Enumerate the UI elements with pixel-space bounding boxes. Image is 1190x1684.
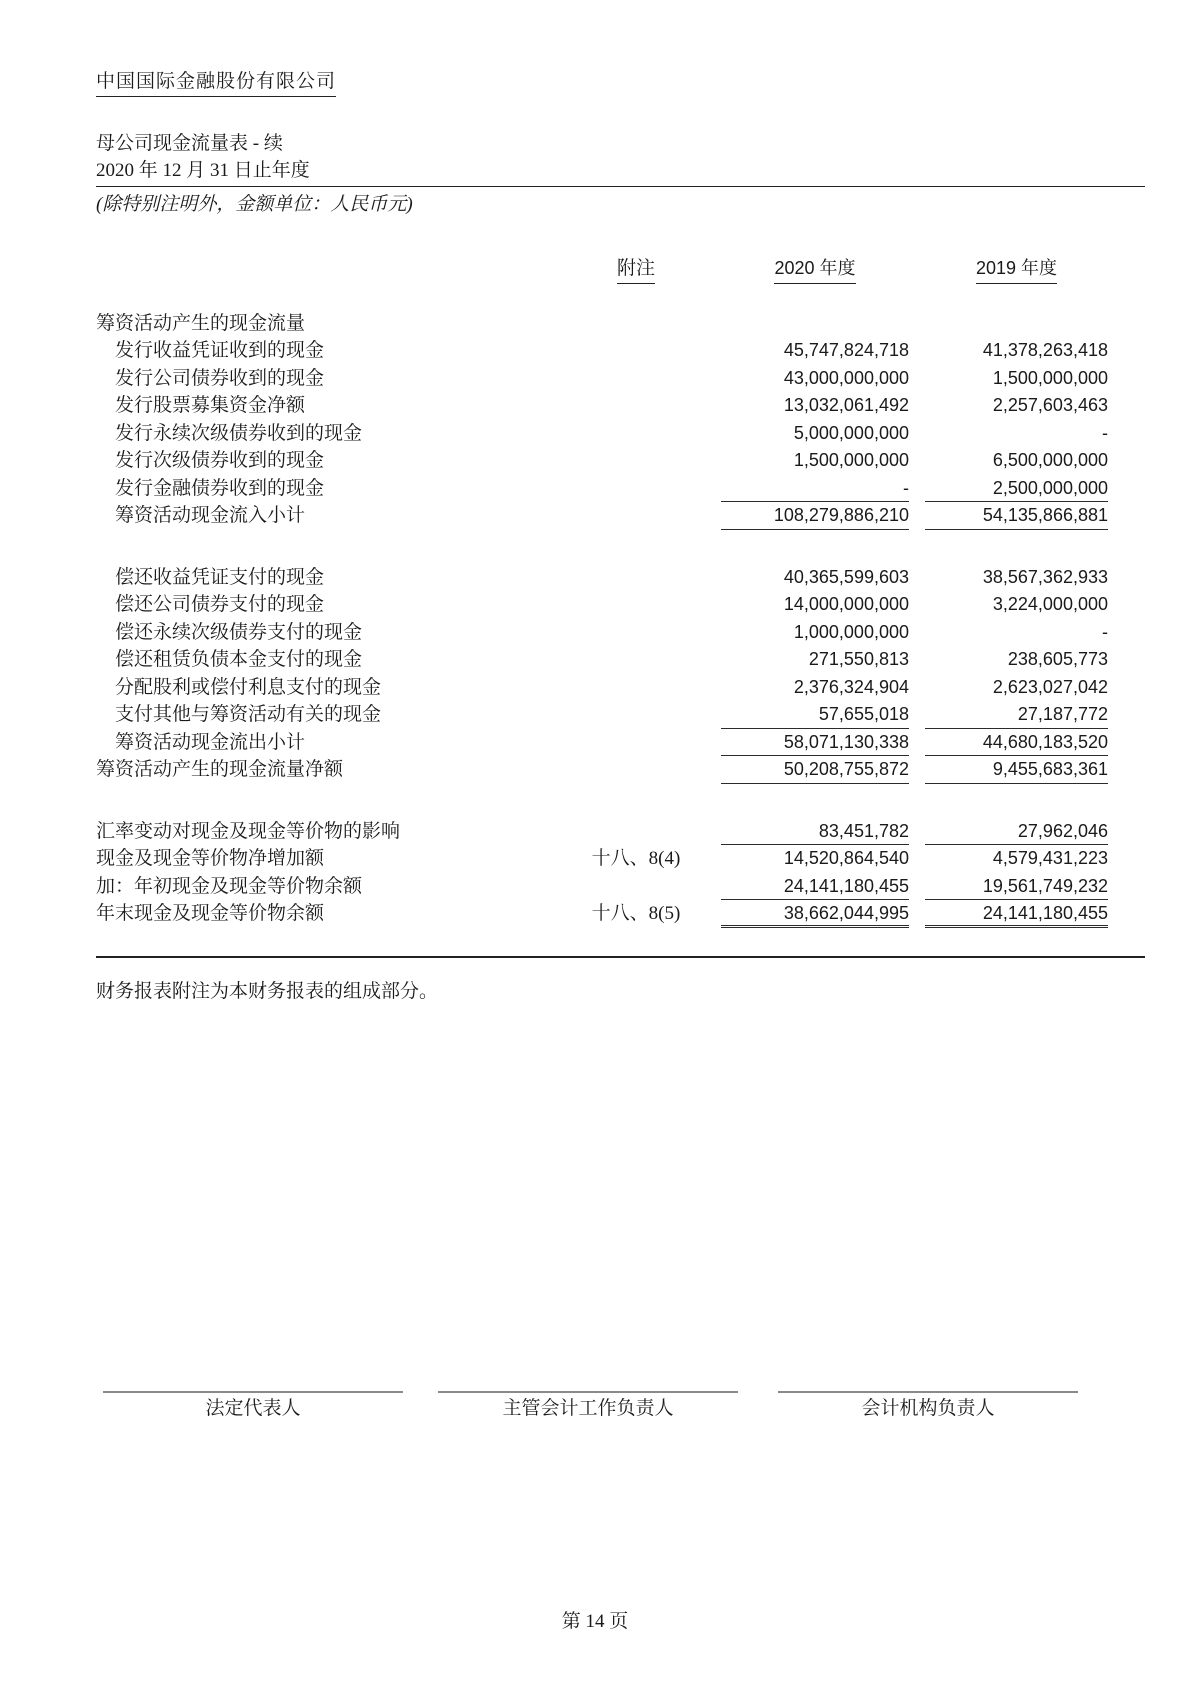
value-2020: 50,208,755,872 (721, 756, 909, 784)
value-2019: 9,455,683,361 (925, 756, 1108, 784)
signature-legal-representative (103, 1391, 403, 1421)
table-row (96, 729, 1108, 757)
row-note (551, 475, 721, 503)
table-spacer-row (96, 530, 1108, 564)
signature-line (778, 1391, 1078, 1393)
table-row (96, 475, 1108, 503)
value-2020: 108,279,886,210 (721, 502, 909, 530)
value-2019: - (1102, 621, 1108, 642)
row-label: 加：年初现金及现金等价物余额 (96, 875, 363, 897)
value-2019: 38,567,362,933 (982, 566, 1108, 587)
table-row (96, 420, 1108, 448)
value-2019: 238,605,773 (1007, 649, 1108, 669)
signature-label: 会计机构负责人 (861, 1398, 995, 1419)
row-note (551, 818, 721, 846)
signature-label: 主管会计工作负责人 (502, 1398, 674, 1419)
column-gap (909, 392, 925, 420)
header-2020-column (721, 255, 909, 282)
row-label: 筹资活动现金流入小计 (115, 505, 306, 526)
page-number: 第 14 页 (561, 1611, 629, 1632)
signature-label: 法定代表人 (205, 1398, 301, 1419)
row-label: 发行公司债券收到的现金 (115, 367, 325, 389)
row-label: 发行次级债券收到的现金 (115, 450, 325, 471)
row-note (551, 591, 721, 619)
table-row (96, 619, 1108, 647)
signature-accounting-department-head (778, 1391, 1078, 1421)
value-2019: 54,135,866,881 (925, 502, 1108, 530)
value-2019: 3,224,000,000 (992, 594, 1108, 614)
row-label: 偿还租赁负债本金支付的现金 (115, 649, 363, 670)
column-gap (909, 674, 925, 702)
table-spacer-row (96, 784, 1108, 818)
row-note (551, 701, 721, 729)
value-2019: 27,187,772 (925, 701, 1108, 729)
company-name: 中国国际金融股份有限公司 (96, 66, 336, 97)
table-body (96, 282, 1108, 928)
value-2019: 4,579,431,223 (992, 848, 1108, 868)
value-2019: 19,561,749,232 (925, 873, 1108, 901)
value-2020: 1,500,000,000 (793, 450, 909, 470)
value-2020: 24,141,180,455 (721, 873, 909, 901)
value-2020: 38,662,044,995 (721, 900, 909, 928)
value-2020: 2,376,324,904 (793, 676, 909, 697)
column-gap (909, 756, 925, 784)
signature-chief-accounting-officer (438, 1391, 738, 1421)
table-row (96, 818, 1108, 846)
column-gap (909, 475, 925, 503)
header-label-spacer (96, 255, 551, 282)
row-label: 年末现金及现金等价物余额 (96, 903, 325, 924)
title-block (96, 130, 1145, 220)
row-label: 发行收益凭证收到的现金 (115, 340, 325, 361)
column-gap (909, 729, 925, 757)
table-row (96, 873, 1108, 901)
value-2020: 43,000,000,000 (783, 367, 909, 388)
value-2020: 14,520,864,540 (783, 848, 909, 868)
table-row (96, 591, 1108, 619)
value-2020: 13,032,061,492 (783, 395, 909, 415)
row-label: 偿还收益凭证支付的现金 (115, 566, 325, 588)
row-note (551, 310, 721, 338)
value-2020: 14,000,000,000 (783, 594, 909, 614)
value-2019: 44,680,183,520 (925, 729, 1108, 757)
row-label: 筹资活动产生的现金流量 (96, 312, 306, 334)
value-2019: 24,141,180,455 (925, 900, 1108, 928)
table-row (96, 845, 1108, 873)
value-2020: 45,747,824,718 (783, 340, 909, 360)
column-gap (909, 310, 925, 338)
row-label: 现金及现金等价物净增加额 (96, 848, 325, 869)
row-note (551, 646, 721, 674)
row-label: 发行股票募集资金净额 (115, 395, 306, 416)
row-label: 支付其他与筹资活动有关的现金 (115, 704, 382, 725)
value-2020: 1,000,000,000 (793, 621, 909, 642)
statement-period: 2020 年 12 月 31 日止年度 (96, 157, 1145, 187)
table-row (96, 900, 1108, 928)
value-2019: - (1102, 422, 1108, 443)
row-note (551, 674, 721, 702)
header-2019-column (925, 255, 1108, 282)
table-row (96, 365, 1108, 393)
value-2020: 5,000,000,000 (793, 422, 909, 443)
value-2020: - (721, 475, 909, 503)
signature-line (103, 1391, 403, 1393)
column-gap (909, 591, 925, 619)
column-gap (909, 255, 925, 282)
value-2019: 2,623,027,042 (992, 676, 1108, 697)
row-note (551, 337, 721, 365)
value-2019: 6,500,000,000 (992, 450, 1108, 470)
header-note-column (551, 255, 721, 282)
row-note (551, 392, 721, 420)
row-note (551, 502, 721, 530)
value-2020: 83,451,782 (721, 818, 909, 846)
column-gap (909, 564, 925, 592)
row-label: 筹资活动现金流出小计 (115, 731, 306, 753)
row-label: 发行永续次级债券收到的现金 (115, 422, 363, 444)
statement-footnote: 财务报表附注为本财务报表的组成部分。 (96, 981, 439, 1002)
row-note (551, 420, 721, 448)
column-gap (909, 337, 925, 365)
table-row (96, 701, 1108, 729)
table-row (96, 564, 1108, 592)
row-label: 偿还永续次级债券支付的现金 (115, 621, 363, 643)
row-label: 筹资活动产生的现金流量净额 (96, 759, 344, 780)
currency-note: (除特别注明外，金额单位：人民币元) (96, 194, 413, 215)
value-2019: 41,378,263,418 (982, 340, 1108, 360)
column-gap (909, 365, 925, 393)
table-row (96, 756, 1108, 784)
value-2020: 57,655,018 (721, 701, 909, 729)
table-row (96, 310, 1108, 338)
column-gap (909, 447, 925, 475)
table-row (96, 674, 1108, 702)
column-gap (909, 845, 925, 873)
table-row (96, 502, 1108, 530)
row-note (551, 447, 721, 475)
column-gap (909, 900, 925, 928)
value-2020 (721, 310, 909, 338)
value-2020: 58,071,130,338 (721, 729, 909, 757)
row-note (551, 619, 721, 647)
row-note (551, 729, 721, 757)
row-note (551, 756, 721, 784)
column-gap (909, 502, 925, 530)
row-label: 发行金融债券收到的现金 (115, 477, 325, 499)
table-row (96, 447, 1108, 475)
value-2019 (925, 310, 1108, 338)
column-gap (909, 646, 925, 674)
column-gap (909, 420, 925, 448)
value-2020: 40,365,599,603 (783, 566, 909, 587)
table-header-row (96, 255, 1108, 282)
table-end-rule (96, 956, 1145, 958)
year-2019-header: 2019 年度 (976, 255, 1057, 284)
row-note (551, 873, 721, 901)
value-2019: 2,500,000,000 (925, 475, 1108, 503)
row-note (551, 564, 721, 592)
column-gap (909, 619, 925, 647)
table-row (96, 392, 1108, 420)
table-row (96, 337, 1108, 365)
year-2020-header: 2020 年度 (774, 255, 855, 284)
statement-table (96, 255, 1108, 928)
note-column-header: 附注 (617, 255, 655, 284)
table-spacer-row (96, 282, 1108, 310)
row-note: 十八、8(5) (591, 903, 681, 924)
column-gap (909, 818, 925, 846)
value-2020: 271,550,813 (808, 649, 909, 669)
signature-line (438, 1391, 738, 1393)
table-row (96, 646, 1108, 674)
value-2019: 27,962,046 (925, 818, 1108, 846)
column-gap (909, 701, 925, 729)
value-2019: 1,500,000,000 (992, 367, 1108, 388)
row-note (551, 365, 721, 393)
row-note: 十八、8(4) (591, 848, 681, 869)
column-gap (909, 873, 925, 901)
row-label: 分配股利或偿付利息支付的现金 (115, 676, 382, 698)
row-label: 汇率变动对现金及现金等价物的影响 (96, 820, 401, 842)
value-2019: 2,257,603,463 (992, 395, 1108, 415)
row-label: 偿还公司债券支付的现金 (115, 594, 325, 615)
statement-title: 母公司现金流量表 - 续 (96, 133, 283, 154)
